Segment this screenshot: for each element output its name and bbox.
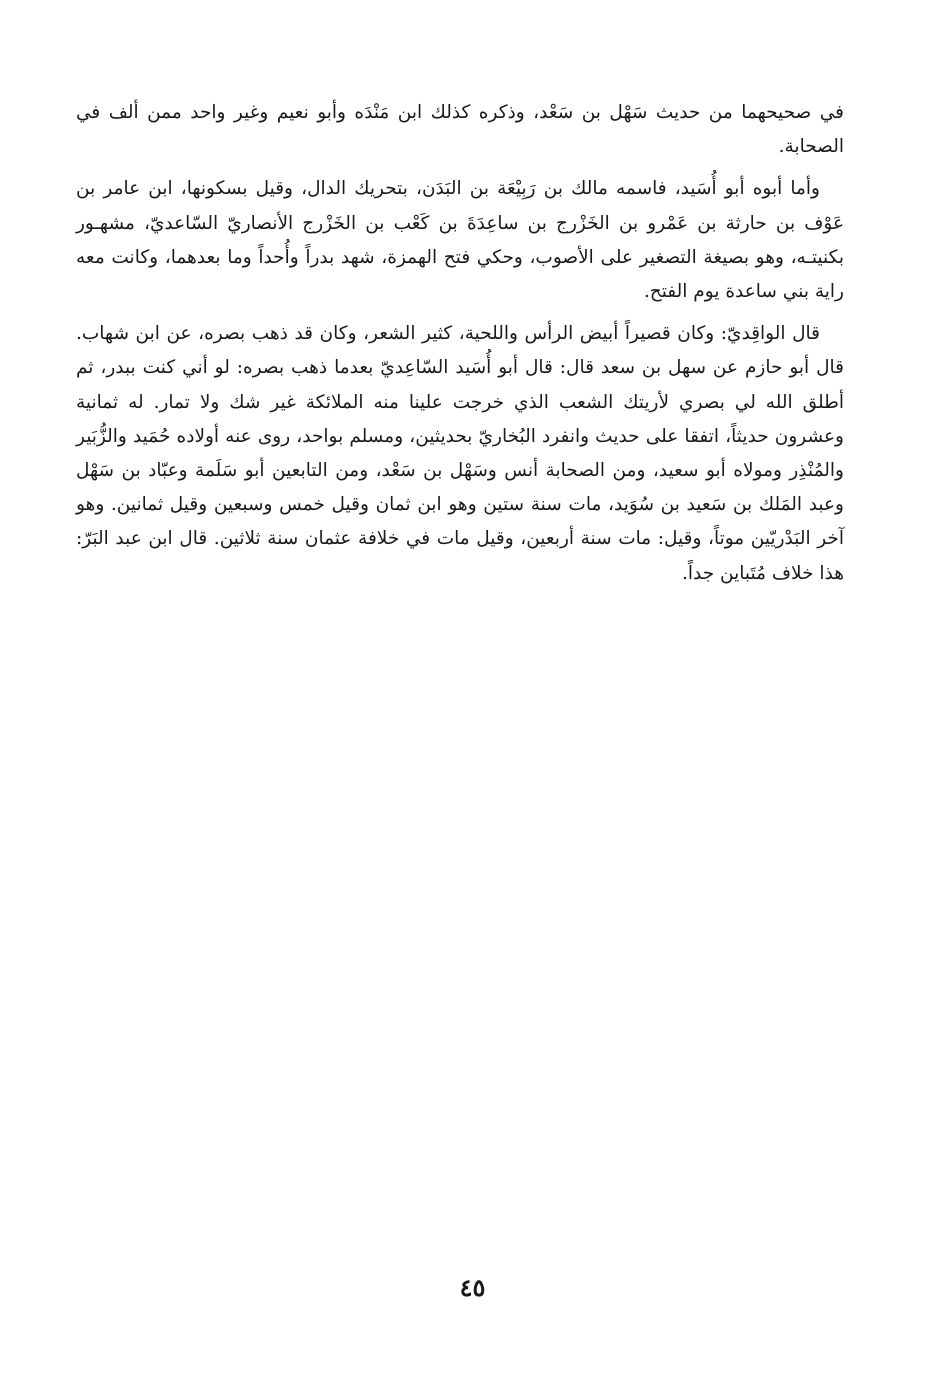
page-body [76, 96, 844, 591]
paragraph-abu-usaid-lineage: وأما أبوه أبو أُسَيد، فاسمه مالك بن رَبِيْعَة بن البَدَن، بتحريك الدال، وقيل بسكونها، ابن عامر بن عَوْف بن حارثة بن عَمْرو بن الخَزْرج بن ساعِدَةَ بن كَعْب بن الخَزْرج الأنصاريّ السّاعديّ، مشهـور بكنيتـه، وهو بصيغة التصغير على الأصوب، وحكي فتح الهمزة، شهد بدراً وأُحداً وما بعدهما، وكانت معه راية بني ساعدة يوم الفتح. [76, 178, 844, 303]
paragraph-continuation: في صحيحهما من حديث سَهْل بن سَعْد، وذكره كذلك ابن مَنْدَه وأبو نعيم وغير واحد ممن ألف في الصحابة. [76, 102, 844, 158]
paragraph-waqidi-report: قال الواقِديّ: وكان قصيراً أبيض الرأس واللحية، كثير الشعر، وكان قد ذهب بصره، عن ابن شهاب. قال أبو حازم عن سهل بن سعد قال: قال أبو أُسَيد السّاعِديّ بعدما ذهب بصره: لو أني كنت ببدر، ثم أطلق الله لي بصري لأريتك الشعب الذي خرجت علينا منه الملائكة غير شك ولا تمار. له ثمانية وعشرون حديثاً، اتفقا على حديث وانفرد البُخاريّ بحديثين، ومسلم بواحد، روى عنه أولاده حُمَيد والزُّبَير والمُنْذِر ومولاه أبو سعيد، ومن الصحابة أنس وسَهْل بن سَعْد، ومن التابعين أبو سَلَمة وعبّاد بن سَهْل وعبد المَلك بن سَعيد بن سُوَيد، مات سنة ستين وهو ابن ثمان وقيل خمس وسبعين وقيل ثمانين. وهو آخر البَدْريّين موتاً، وقيل: مات سنة أربعين، وقيل مات في خلافة عثمان سنة ثلاثين. قال ابن عبد البَرّ: هذا خلاف مُتَباين جداً. [76, 323, 844, 584]
page-number: ٤٥ [459, 1273, 486, 1302]
